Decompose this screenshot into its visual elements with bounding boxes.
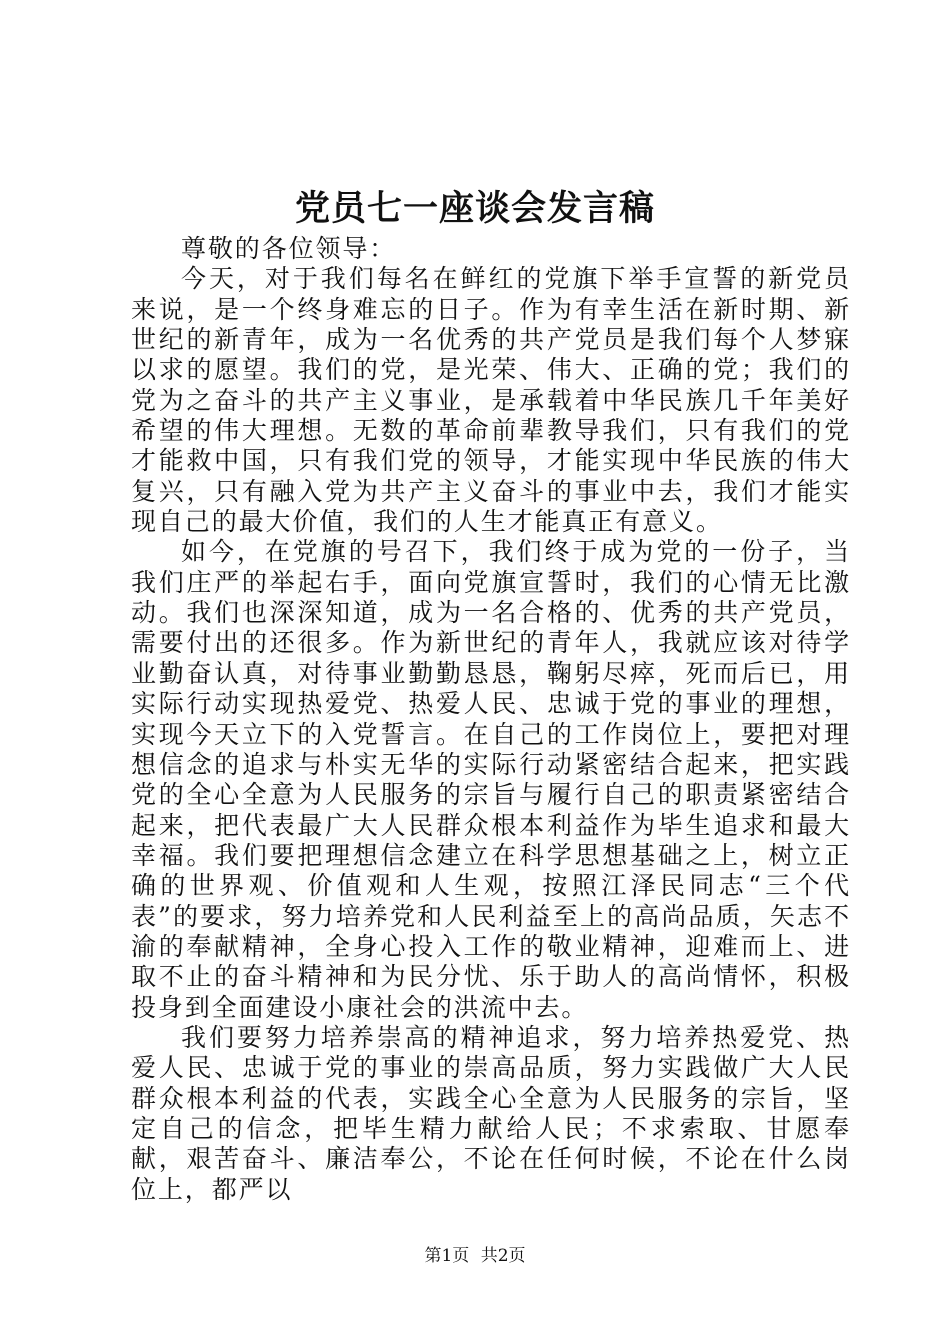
salutation: 尊敬的各位领导：	[181, 234, 397, 263]
page-number: 第1页	[424, 1246, 470, 1266]
document-title: 党员七一座谈会发言稿	[294, 188, 655, 229]
page-total: 共2页	[480, 1246, 526, 1266]
paragraph-2: 如今，在党旗的号召下，我们终于成为党的一份子，当我们庄严的举起右手，面向党旗宣誓时，我们的心情无比激动。我们也深深知道，成为一名合格的、优秀的共产党员，需要付出的还很多。作为新世纪的青年人，我就应该对待学业勤奋认真，对待事业勤勤恳恳，鞠躬尽瘁，死而后已，用实际行动实现热爱党、热爱人民、忠诚于党的事业的理想，实现今天立下的入党誓言。在自己的工作岗位上，要把对理想信念的追求与朴实无华的实际行动紧密结合起来，把实践党的全心全意为人民服务的宗旨与履行自己的职责紧密结合起来，把代表最广大人民群众根本利益作为毕生追求和最大幸福。我们要把理想信念建立在科学思想基础之上，树立正确的世界观、价值观和人生观，按照江泽民同志“三个代表”的要求，努力培养党和人民利益至上的高尚品质，矢志不渝的奉献精神，全身心投入工作的敬业精神，迎难而上、进取不止的奋斗精神和为民分忧、乐于助人的高尚情怀，积极投身到全面建设小康社会的洪流中去。	[131, 537, 851, 1022]
paragraph-3: 我们要努力培养崇高的精神追求，努力培养热爱党、热爱人民、忠诚于党的事业的崇高品质，努力实践做广大人民群众根本利益的代表，实践全心全意为人民服务的宗旨，坚定自己的信念，把毕生精力献给人民；不求索取、甘愿奉献，艰苦奋斗、廉洁奉公，不论在任何时候，不论在什么岗位上，都严以	[131, 1022, 851, 1204]
paragraph-1: 今天，对于我们每名在鲜红的党旗下举手宣誓的新党员来说，是一个终身难忘的日子。作为有幸生活在新时期、新世纪的新青年，成为一名优秀的共产党员是我们每个人梦寐以求的愿望。我们的党，是光荣、伟大、正确的党；我们的党为之奋斗的共产主义事业，是承载着中华民族几千年美好希望的伟大理想。无数的革命前辈教导我们，只有我们的党才能救中国，只有我们党的领导，才能实现中华民族的伟大复兴，只有融入党为共产主义奋斗的事业中去，我们才能实现自己的最大价值，我们的人生才能真正有意义。	[131, 264, 851, 537]
page-footer	[0, 1245, 950, 1267]
document-body	[131, 234, 851, 1205]
